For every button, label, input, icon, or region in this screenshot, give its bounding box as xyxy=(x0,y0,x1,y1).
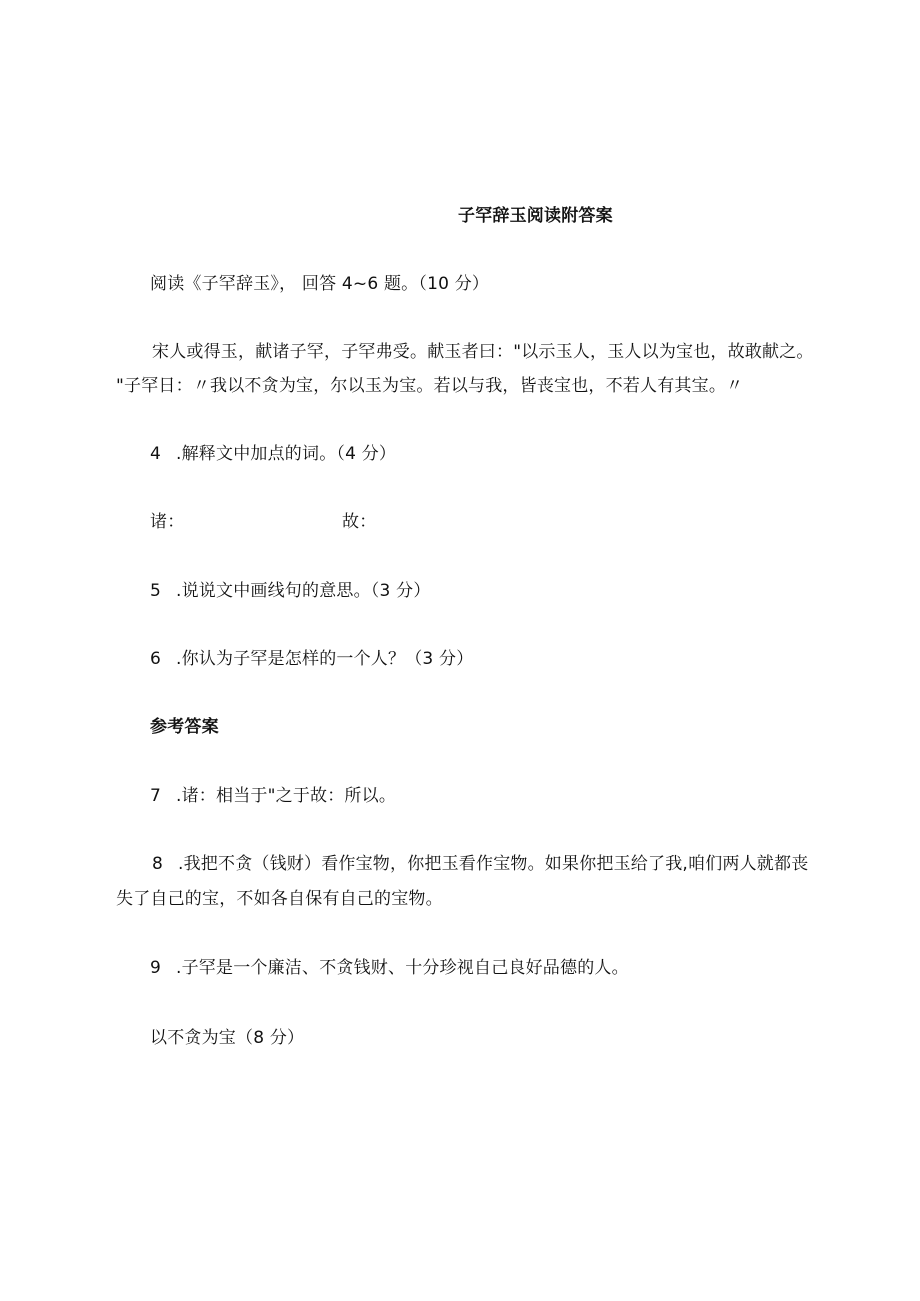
answer-number: 7 xyxy=(150,786,162,806)
answer-number: 8 xyxy=(152,854,164,874)
passage-line-1: 宋人或得玉，献诸子罕，子罕弗受。献玉者曰："以示玉人，玉人以为宝也，故敢献之。 xyxy=(152,342,814,362)
question-number: 4 xyxy=(150,444,162,464)
document-title: 子罕辞玉阅读附答案 xyxy=(458,206,613,226)
passage-line-2: "子罕日：〃我以不贪为宝，尔以玉为宝。若以与我，皆丧宝也，不若人有其宝。〃 xyxy=(116,376,744,396)
question-6 xyxy=(150,648,473,670)
reading-instruction: 阅读《子罕辞玉》， 回答 4~6 题。（10 分） xyxy=(150,274,490,294)
question-text: .你认为子罕是怎样的一个人？（3 分） xyxy=(176,649,474,669)
answer-text: .我把不贪（钱财）看作宝物，你把玉看作宝物。如果你把玉给了我,咱们两人就都丧 xyxy=(178,854,809,874)
question-5 xyxy=(150,580,431,602)
question-number: 5 xyxy=(150,581,162,601)
question-4 xyxy=(150,443,396,465)
question-text: .解释文中加点的词。（4 分） xyxy=(176,444,397,464)
blank-zhu: 诸： xyxy=(150,512,185,532)
answer-9 xyxy=(150,957,629,979)
question-text: .说说文中画线句的意思。（3 分） xyxy=(176,581,431,601)
answer-8 xyxy=(152,853,808,875)
answer-text: .子罕是一个廉洁、不贪钱财、十分珍视自己良好品德的人。 xyxy=(176,958,629,978)
footer-line: 以不贪为宝（8 分） xyxy=(150,1028,305,1048)
answer-text: .诸：相当于"之于故：所以。 xyxy=(176,786,397,806)
question-number: 6 xyxy=(150,649,162,669)
answer-8-continuation: 失了自己的宝，不如各自保有自己的宝物。 xyxy=(116,889,443,909)
blank-gu: 故： xyxy=(342,512,377,532)
answers-heading: 参考答案 xyxy=(150,717,219,737)
answer-number: 9 xyxy=(150,958,162,978)
answer-7 xyxy=(150,785,396,807)
